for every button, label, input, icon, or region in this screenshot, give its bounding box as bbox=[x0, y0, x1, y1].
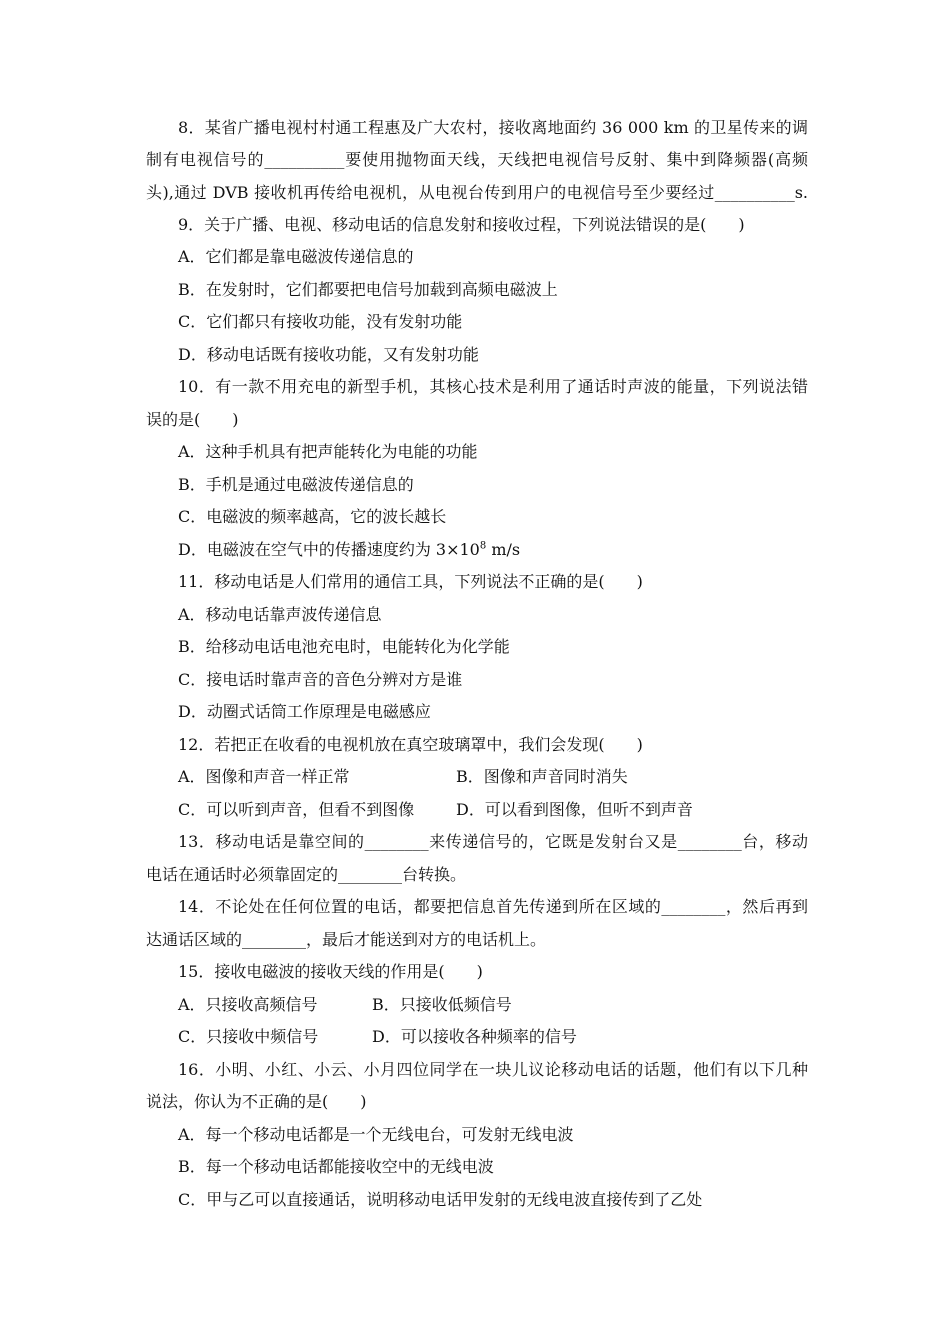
q9-option-a: A．它们都是靠电磁波传递信息的 bbox=[178, 247, 414, 266]
q10-option-a: A．这种手机具有把声能转化为电能的功能 bbox=[178, 442, 478, 461]
q8-line-3: 头),通过 DVB 接收机再传给电视机，从电视台传到用户的电视信号至少要经过__________s. bbox=[146, 183, 808, 202]
q16-option-a: A．每一个移动电话都是一个无线电台，可发射无线电波 bbox=[178, 1125, 574, 1144]
q15-option-d: D．可以接收各种频率的信号 bbox=[372, 1027, 577, 1046]
q15-option-a: A．只接收高频信号 bbox=[178, 995, 318, 1014]
q11-option-c: C．接电话时靠声音的音色分辨对方是谁 bbox=[178, 670, 463, 689]
q10-line-1: 10．有一款不用充电的新型手机，其核心技术是利用了通话时声波的能量，下列说法错 bbox=[178, 377, 808, 396]
q11-option-d: D．动圈式话筒工作原理是电磁感应 bbox=[178, 702, 431, 721]
q12-stem: 12．若把正在收看的电视机放在真空玻璃罩中，我们会发现( ) bbox=[178, 735, 643, 754]
q9-stem: 9．关于广播、电视、移动电话的信息发射和接收过程，下列说法错误的是( ) bbox=[178, 215, 745, 234]
q16-line-2: 说法，你认为不正确的是( ) bbox=[146, 1092, 367, 1111]
q10-option-b: B．手机是通过电磁波传递信息的 bbox=[178, 475, 414, 494]
q15-options-row-1 bbox=[178, 989, 808, 1021]
q13-line-1: 13．移动电话是靠空间的________来传递信号的，它既是发射台又是________台，移动 bbox=[178, 832, 808, 851]
q12-option-c: C．可以听到声音，但看不到图像 bbox=[178, 800, 415, 819]
q11-option-a: A．移动电话靠声波传递信息 bbox=[178, 605, 382, 624]
q10-option-d-exponent: 8 bbox=[479, 540, 487, 552]
q10-option-d-text: D．电磁波在空气中的传播速度约为 3×10 bbox=[178, 540, 480, 559]
q13-line-2: 电话在通话时必须靠固定的________台转换。 bbox=[146, 865, 467, 884]
q11-option-b: B．给移动电话电池充电时，电能转化为化学能 bbox=[178, 637, 510, 656]
q9-option-d: D．移动电话既有接收功能，又有发射功能 bbox=[178, 345, 479, 364]
q10-line-2: 误的是( ) bbox=[146, 410, 239, 429]
q8-line-2: 制有电视信号的__________要使用抛物面天线，天线把电视信号反射、集中到降频器(高频 bbox=[146, 150, 808, 169]
q15-options-row-2 bbox=[178, 1021, 808, 1053]
q14-line-2: 达通话区域的________，最后才能送到对方的电话机上。 bbox=[146, 930, 547, 949]
q12-option-b: B．图像和声音同时消失 bbox=[456, 767, 628, 786]
q16-option-b: B．每一个移动电话都能接收空中的无线电波 bbox=[178, 1157, 494, 1176]
q15-option-b: B．只接收低频信号 bbox=[372, 995, 512, 1014]
q8-line-1: 8．某省广播电视村村通工程惠及广大农村，接收离地面约 36 000 km 的卫星传来的调 bbox=[178, 118, 808, 137]
q12-option-d: D．可以看到图像，但听不到声音 bbox=[456, 800, 693, 819]
q16-line-1: 16．小明、小红、小云、小月四位同学在一块儿议论移动电话的话题，他们有以下几种 bbox=[178, 1060, 808, 1079]
q9-option-c: C．它们都只有接收功能，没有发射功能 bbox=[178, 312, 463, 331]
q9-option-b: B．在发射时，它们都要把电信号加载到高频电磁波上 bbox=[178, 280, 558, 299]
q10-option-d bbox=[178, 534, 808, 566]
q11-stem: 11．移动电话是人们常用的通信工具，下列说法不正确的是( ) bbox=[178, 572, 643, 591]
q12-option-a: A．图像和声音一样正常 bbox=[178, 767, 350, 786]
q15-stem: 15．接收电磁波的接收天线的作用是( ) bbox=[178, 962, 483, 981]
q16-option-c: C．甲与乙可以直接通话，说明移动电话甲发射的无线电波直接传到了乙处 bbox=[178, 1190, 703, 1209]
q10-option-c: C．电磁波的频率越高，它的波长越长 bbox=[178, 507, 447, 526]
q12-options-row-2 bbox=[178, 794, 808, 826]
q10-option-d-unit: m/s bbox=[486, 540, 521, 559]
q12-options-row-1 bbox=[178, 761, 808, 793]
q14-line-1: 14．不论处在任何位置的电话，都要把信息首先传递到所在区域的________，然后再到 bbox=[178, 897, 808, 916]
q15-option-c: C．只接收中频信号 bbox=[178, 1027, 319, 1046]
